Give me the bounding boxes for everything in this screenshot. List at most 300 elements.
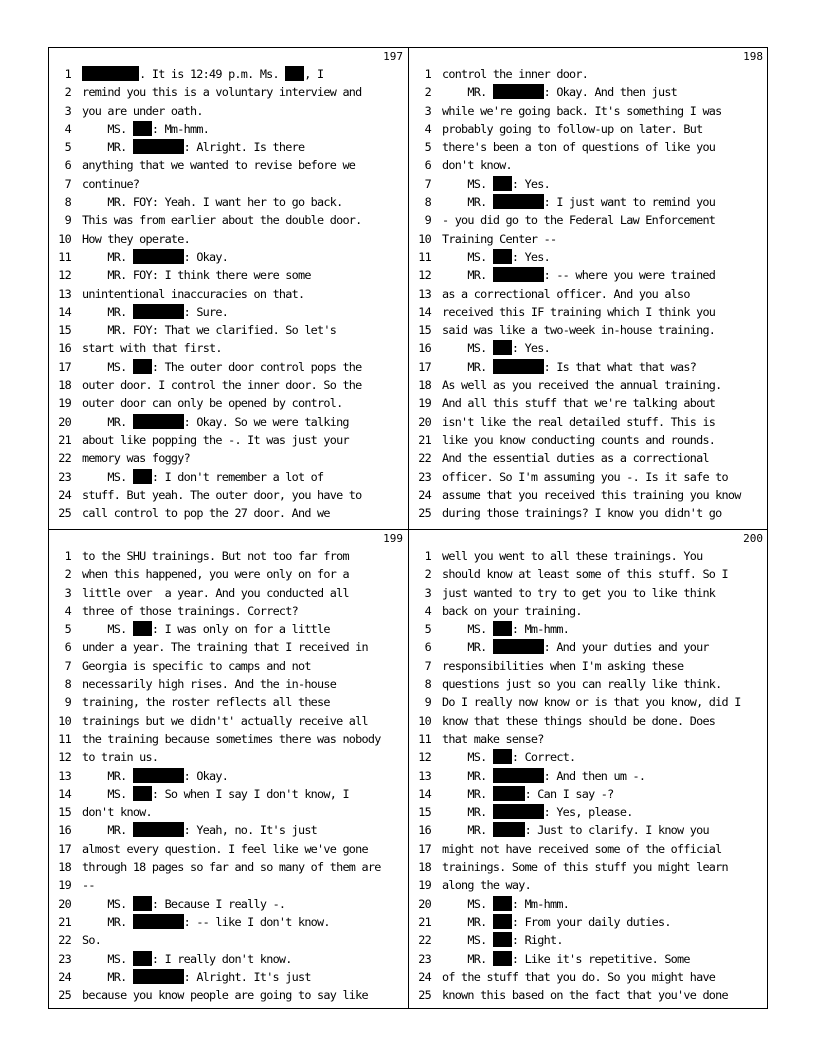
line-number: 23: [58, 951, 71, 966]
text-segment: MR. FOY: That we clarified. So let's: [82, 323, 337, 338]
redaction-bar: [133, 969, 184, 984]
transcript-line: [409, 858, 768, 876]
line-text: [82, 193, 342, 211]
text-segment: MR.: [442, 768, 493, 783]
text-segment: know that these things should be done. Does: [442, 713, 716, 728]
text-segment: when this happened, you were only on for a: [82, 567, 349, 582]
line-number: 22: [58, 933, 71, 948]
line-number: 11: [58, 249, 71, 264]
line-number: 7: [424, 176, 431, 191]
transcript-line: [49, 102, 408, 120]
transcript-line: [49, 358, 408, 376]
line-number: 5: [424, 622, 431, 637]
line-number: 15: [58, 323, 71, 338]
line-number: 7: [424, 658, 431, 673]
line-text: [82, 156, 355, 174]
text-segment: As well as you received the annual training.: [442, 378, 722, 393]
line-text: [442, 285, 690, 303]
line-text: [442, 175, 550, 193]
text-segment: of the stuff that you do. So you might have: [442, 969, 716, 984]
line-number: 2: [424, 85, 431, 100]
line-text: [442, 730, 544, 748]
page-number: 198: [743, 50, 763, 63]
line-text: [82, 303, 228, 321]
line-number: 1: [424, 549, 431, 563]
line-number: 25: [418, 506, 431, 521]
line-number: 13: [58, 286, 71, 301]
line-list: [49, 547, 408, 1004]
text-segment: MR.: [82, 823, 133, 838]
line-number: 6: [424, 640, 431, 655]
text-segment: there's been a ton of questions of like you: [442, 140, 716, 155]
line-text: [82, 602, 298, 620]
line-number: 19: [418, 396, 431, 411]
transcript-line: [49, 486, 408, 504]
page-number: 197: [383, 50, 403, 63]
line-number: 16: [58, 823, 71, 838]
transcript-line: [49, 120, 408, 138]
line-number: 13: [418, 286, 431, 301]
line-text: [442, 138, 715, 156]
line-number: 17: [418, 359, 431, 374]
line-number: 1: [424, 67, 431, 81]
line-number: 1: [64, 67, 71, 81]
line-text: [442, 156, 512, 174]
redaction-bar: [133, 768, 184, 783]
text-segment: outer door. I control the inner door. So the: [82, 378, 362, 393]
line-number: 14: [58, 304, 71, 319]
transcript-line: [49, 803, 408, 821]
text-segment: Do I really now know or is that you know, did I: [442, 695, 741, 710]
text-segment: assume that you received this training you know: [442, 487, 741, 502]
line-text: [442, 83, 677, 101]
line-text: [442, 931, 563, 949]
text-segment: And the essential duties as a correctional: [442, 451, 709, 466]
transcript-line: [409, 504, 768, 522]
text-segment: that make sense?: [442, 731, 544, 746]
line-text: [442, 211, 715, 229]
text-segment: : Mm-hmm.: [151, 121, 210, 136]
line-list: [409, 547, 768, 1004]
transcript-line: [409, 138, 768, 156]
line-number: 5: [64, 140, 71, 155]
text-segment: : Yes.: [511, 341, 550, 356]
text-segment: MR.: [82, 140, 133, 155]
transcript-line: [409, 65, 768, 83]
line-number: 21: [418, 914, 431, 929]
text-segment: three of those trainings. Correct?: [82, 603, 298, 618]
line-number: 20: [418, 896, 431, 911]
line-text: [82, 248, 228, 266]
transcript-line: [409, 376, 768, 394]
text-segment: almost every question. I feel like we've gone: [82, 841, 368, 856]
text-segment: MS.: [82, 121, 133, 136]
transcript-line: [409, 693, 768, 711]
line-text: [442, 547, 702, 565]
transcript-line: [409, 303, 768, 321]
redaction-bar: [493, 84, 544, 99]
line-text: [442, 821, 709, 839]
transcript-line: [409, 413, 768, 431]
text-segment: : Like it's repetitive. Some: [511, 951, 690, 966]
text-segment: to the SHU trainings. But not too far from: [82, 549, 349, 563]
transcript-line: [409, 950, 768, 968]
text-segment: How they operate.: [82, 231, 190, 246]
line-text: [82, 339, 222, 357]
transcript-page-198: [409, 48, 768, 528]
transcript-line: [409, 193, 768, 211]
text-segment: MR. FOY: Yeah. I want her to go back.: [82, 195, 343, 210]
text-segment: start with that first.: [82, 341, 222, 356]
line-number: 12: [58, 750, 71, 765]
transcript-line: [49, 248, 408, 266]
transcript-line: [409, 339, 768, 357]
text-segment: MR.: [442, 805, 493, 820]
text-segment: : Can I say -?: [524, 786, 614, 801]
line-number: 21: [418, 432, 431, 447]
text-segment: MS.: [442, 933, 493, 948]
line-text: [82, 175, 139, 193]
page-number: 200: [743, 532, 763, 545]
line-text: [82, 913, 330, 931]
line-text: [82, 83, 362, 101]
text-segment: MS.: [82, 622, 133, 637]
transcript-line: [409, 321, 768, 339]
transcript-line: [49, 858, 408, 876]
line-number: 11: [418, 249, 431, 264]
line-text: [82, 321, 336, 339]
text-segment: remind you this is a voluntary interview and: [82, 85, 362, 100]
line-text: [442, 950, 690, 968]
redaction-bar: [493, 194, 544, 209]
transcript-line: [49, 547, 408, 565]
redaction-bar: [133, 896, 152, 911]
transcript-line: [49, 285, 408, 303]
line-text: [442, 65, 588, 83]
line-text: [82, 565, 349, 583]
transcript-line: [49, 840, 408, 858]
line-text: [82, 693, 330, 711]
line-number: 2: [64, 85, 71, 100]
transcript-page: [48, 47, 768, 1009]
text-segment: MR.: [442, 951, 493, 966]
line-text: [442, 840, 722, 858]
line-text: [82, 767, 228, 785]
text-segment: : Okay. So we were talking: [183, 414, 349, 429]
line-number: 2: [64, 567, 71, 582]
line-number: 6: [64, 640, 71, 655]
redaction-bar: [285, 66, 304, 81]
text-segment: : Correct.: [511, 750, 576, 765]
line-text: [82, 486, 362, 504]
line-number: 19: [418, 878, 431, 893]
line-number: 11: [58, 731, 71, 746]
transcript-line: [49, 449, 408, 467]
redaction-bar: [493, 768, 544, 783]
text-segment: should know at least some of this stuff. So I: [442, 567, 728, 582]
text-segment: you are under oath.: [82, 103, 203, 118]
line-number: 17: [58, 841, 71, 856]
redaction-bar: [493, 176, 512, 191]
line-text: [442, 321, 715, 339]
line-number: 10: [418, 231, 431, 246]
line-text: [82, 620, 330, 638]
transcript-line: [49, 913, 408, 931]
text-segment: don't know.: [82, 805, 152, 820]
line-text: [82, 840, 368, 858]
text-segment: MR.: [82, 914, 133, 929]
redaction-bar: [493, 914, 512, 929]
line-number: 21: [58, 914, 71, 929]
line-text: [442, 565, 728, 583]
line-text: [82, 394, 342, 412]
line-number: 18: [418, 860, 431, 875]
line-text: [82, 657, 311, 675]
transcript-line: [409, 931, 768, 949]
line-number: 2: [424, 567, 431, 582]
transcript-line: [49, 584, 408, 602]
transcript-line: [49, 65, 408, 83]
redaction-bar: [133, 359, 152, 374]
line-number: 24: [58, 487, 71, 502]
line-number: 18: [58, 378, 71, 393]
transcript-line: [409, 821, 768, 839]
transcript-line: [409, 175, 768, 193]
transcript-page-199: [49, 530, 408, 1010]
transcript-line: [49, 230, 408, 248]
text-segment: : Yeah, no. It's just: [183, 823, 318, 838]
text-segment: : I really don't know.: [151, 951, 292, 966]
transcript-line: [49, 156, 408, 174]
transcript-line: [49, 175, 408, 193]
text-segment: MR.: [442, 85, 493, 100]
line-number: 4: [424, 603, 431, 618]
redaction-bar: [133, 621, 152, 636]
text-segment: MR.: [82, 768, 133, 783]
transcript-line: [49, 339, 408, 357]
transcript-line: [49, 602, 408, 620]
text-segment: . It is 12:49 p.m. Ms.: [139, 67, 286, 81]
transcript-line: [49, 785, 408, 803]
line-number: 25: [418, 988, 431, 1003]
redaction-bar: [493, 932, 512, 947]
redaction-bar: [493, 359, 544, 374]
line-number: 19: [58, 878, 71, 893]
line-text: [442, 584, 715, 602]
line-number: 5: [64, 622, 71, 637]
text-segment: And all this stuff that we're talking about: [442, 396, 716, 411]
line-text: [442, 986, 728, 1004]
line-number: 8: [64, 677, 71, 692]
text-segment: isn't like the real detailed stuff. This is: [442, 414, 716, 429]
transcript-line: [409, 584, 768, 602]
line-text: [82, 449, 190, 467]
page-number: 199: [383, 532, 403, 545]
line-text: [442, 230, 556, 248]
text-segment: known this based on the fact that you've done: [442, 988, 728, 1003]
transcript-line: [49, 321, 408, 339]
transcript-line: [409, 968, 768, 986]
text-segment: MS.: [442, 622, 493, 637]
transcript-line: [409, 785, 768, 803]
transcript-line: [49, 986, 408, 1004]
line-text: [82, 895, 285, 913]
text-segment: as a correctional officer. And you also: [442, 286, 690, 301]
transcript-line: [409, 565, 768, 583]
line-text: [442, 339, 550, 357]
text-segment: : And your duties and your: [543, 640, 709, 655]
text-segment: just wanted to try to get you to like think: [442, 585, 716, 600]
line-number: 24: [418, 969, 431, 984]
line-text: [442, 785, 614, 803]
line-number: 25: [58, 988, 71, 1003]
line-number: 23: [418, 951, 431, 966]
transcript-line: [409, 486, 768, 504]
text-segment: to train us.: [82, 750, 159, 765]
line-number: 13: [58, 768, 71, 783]
line-text: [442, 968, 715, 986]
redaction-bar: [133, 951, 152, 966]
text-segment: : Okay.: [183, 768, 229, 783]
redaction-bar: [493, 749, 512, 764]
line-number: 22: [418, 933, 431, 948]
text-segment: : Alright. Is there: [183, 140, 305, 155]
line-number: 19: [58, 396, 71, 411]
transcript-line: [409, 394, 768, 412]
redaction-bar: [493, 267, 544, 282]
line-number: 4: [64, 603, 71, 618]
text-segment: unintentional inaccuracies on that.: [82, 286, 305, 301]
line-number: 7: [64, 176, 71, 191]
line-text: [442, 193, 715, 211]
redaction-bar: [493, 639, 544, 654]
line-text: [442, 767, 645, 785]
line-text: [82, 785, 349, 803]
line-text: [82, 730, 381, 748]
text-segment: : Okay.: [183, 249, 229, 264]
text-segment: : Mm-hmm.: [511, 622, 570, 637]
transcript-line: [409, 895, 768, 913]
line-text: [82, 986, 368, 1004]
line-text: [82, 230, 190, 248]
line-number: 8: [424, 195, 431, 210]
text-segment: while we're going back. It's something I was: [442, 103, 722, 118]
transcript-line: [49, 193, 408, 211]
text-segment: : -- like I don't know.: [183, 914, 330, 929]
text-segment: MS.: [82, 469, 133, 484]
transcript-line: [409, 602, 768, 620]
text-segment: MS.: [442, 750, 493, 765]
text-segment: : The outer door control pops the: [151, 359, 362, 374]
text-segment: MS.: [82, 896, 133, 911]
line-text: [82, 65, 323, 83]
line-text: [82, 138, 304, 156]
line-number: 16: [58, 341, 71, 356]
transcript-line: [409, 156, 768, 174]
redaction-bar: [493, 822, 525, 837]
line-number: 22: [418, 451, 431, 466]
redaction-bar: [493, 804, 544, 819]
line-number: 9: [424, 695, 431, 710]
line-text: [82, 712, 368, 730]
text-segment: like you know conducting counts and rounds.: [442, 432, 716, 447]
text-segment: anything that we wanted to revise before we: [82, 158, 356, 173]
line-text: [82, 102, 203, 120]
text-segment: continue?: [82, 176, 140, 191]
transcript-page-197: [49, 48, 408, 528]
text-segment: back on your training.: [442, 603, 582, 618]
line-text: [82, 584, 349, 602]
transcript-line: [49, 767, 408, 785]
transcript-line: [49, 675, 408, 693]
text-segment: : Yes.: [511, 176, 550, 191]
line-text: [442, 748, 575, 766]
text-segment: MS.: [442, 341, 493, 356]
line-text: [82, 358, 362, 376]
redaction-bar: [493, 896, 512, 911]
line-text: [82, 876, 95, 894]
redaction-bar: [133, 786, 152, 801]
text-segment: MS.: [442, 249, 493, 264]
text-segment: call control to pop the 27 door. And we: [82, 506, 330, 521]
text-segment: : I was only on for a little: [151, 622, 330, 637]
text-segment: along the way.: [442, 878, 531, 893]
redaction-bar: [133, 139, 184, 154]
text-segment: probably going to follow-up on later. But: [442, 121, 703, 136]
text-segment: MR.: [442, 195, 493, 210]
text-segment: --: [82, 878, 95, 893]
transcript-line: [409, 675, 768, 693]
line-number: 24: [418, 487, 431, 502]
text-segment: MS.: [442, 896, 493, 911]
redaction-bar: [493, 951, 512, 966]
line-text: [82, 803, 152, 821]
text-segment: might not have received some of the official: [442, 841, 722, 856]
line-number: 17: [58, 359, 71, 374]
text-segment: trainings but we didn't' actually receive all: [82, 713, 368, 728]
line-number: 1: [64, 549, 71, 563]
line-number: 8: [424, 677, 431, 692]
redaction-bar: [133, 914, 184, 929]
text-segment: : Yes, please.: [543, 805, 633, 820]
text-segment: : Mm-hmm.: [511, 896, 570, 911]
line-text: [82, 968, 311, 986]
transcript-line: [409, 248, 768, 266]
text-segment: during those trainings? I know you didn't go: [442, 506, 722, 521]
transcript-line: [49, 431, 408, 449]
line-number: 20: [58, 896, 71, 911]
text-segment: training, the roster reflects all these: [82, 695, 330, 710]
text-segment: questions just so you can really like think.: [442, 677, 722, 692]
transcript-line: [409, 83, 768, 101]
transcript-line: [409, 285, 768, 303]
line-number: 6: [64, 158, 71, 173]
line-number: 25: [58, 506, 71, 521]
line-text: [442, 394, 715, 412]
text-segment: : Just to clarify. I know you: [524, 823, 709, 838]
transcript-line: [49, 730, 408, 748]
line-number: 3: [64, 585, 71, 600]
line-number: 9: [64, 213, 71, 228]
line-number: 7: [64, 658, 71, 673]
line-number: 3: [424, 103, 431, 118]
line-number: 8: [64, 195, 71, 210]
text-segment: : Because I really -.: [151, 896, 286, 911]
text-segment: MR.: [442, 640, 493, 655]
line-text: [82, 858, 381, 876]
line-text: [442, 657, 683, 675]
text-segment: This was from earlier about the double door.: [82, 213, 362, 228]
